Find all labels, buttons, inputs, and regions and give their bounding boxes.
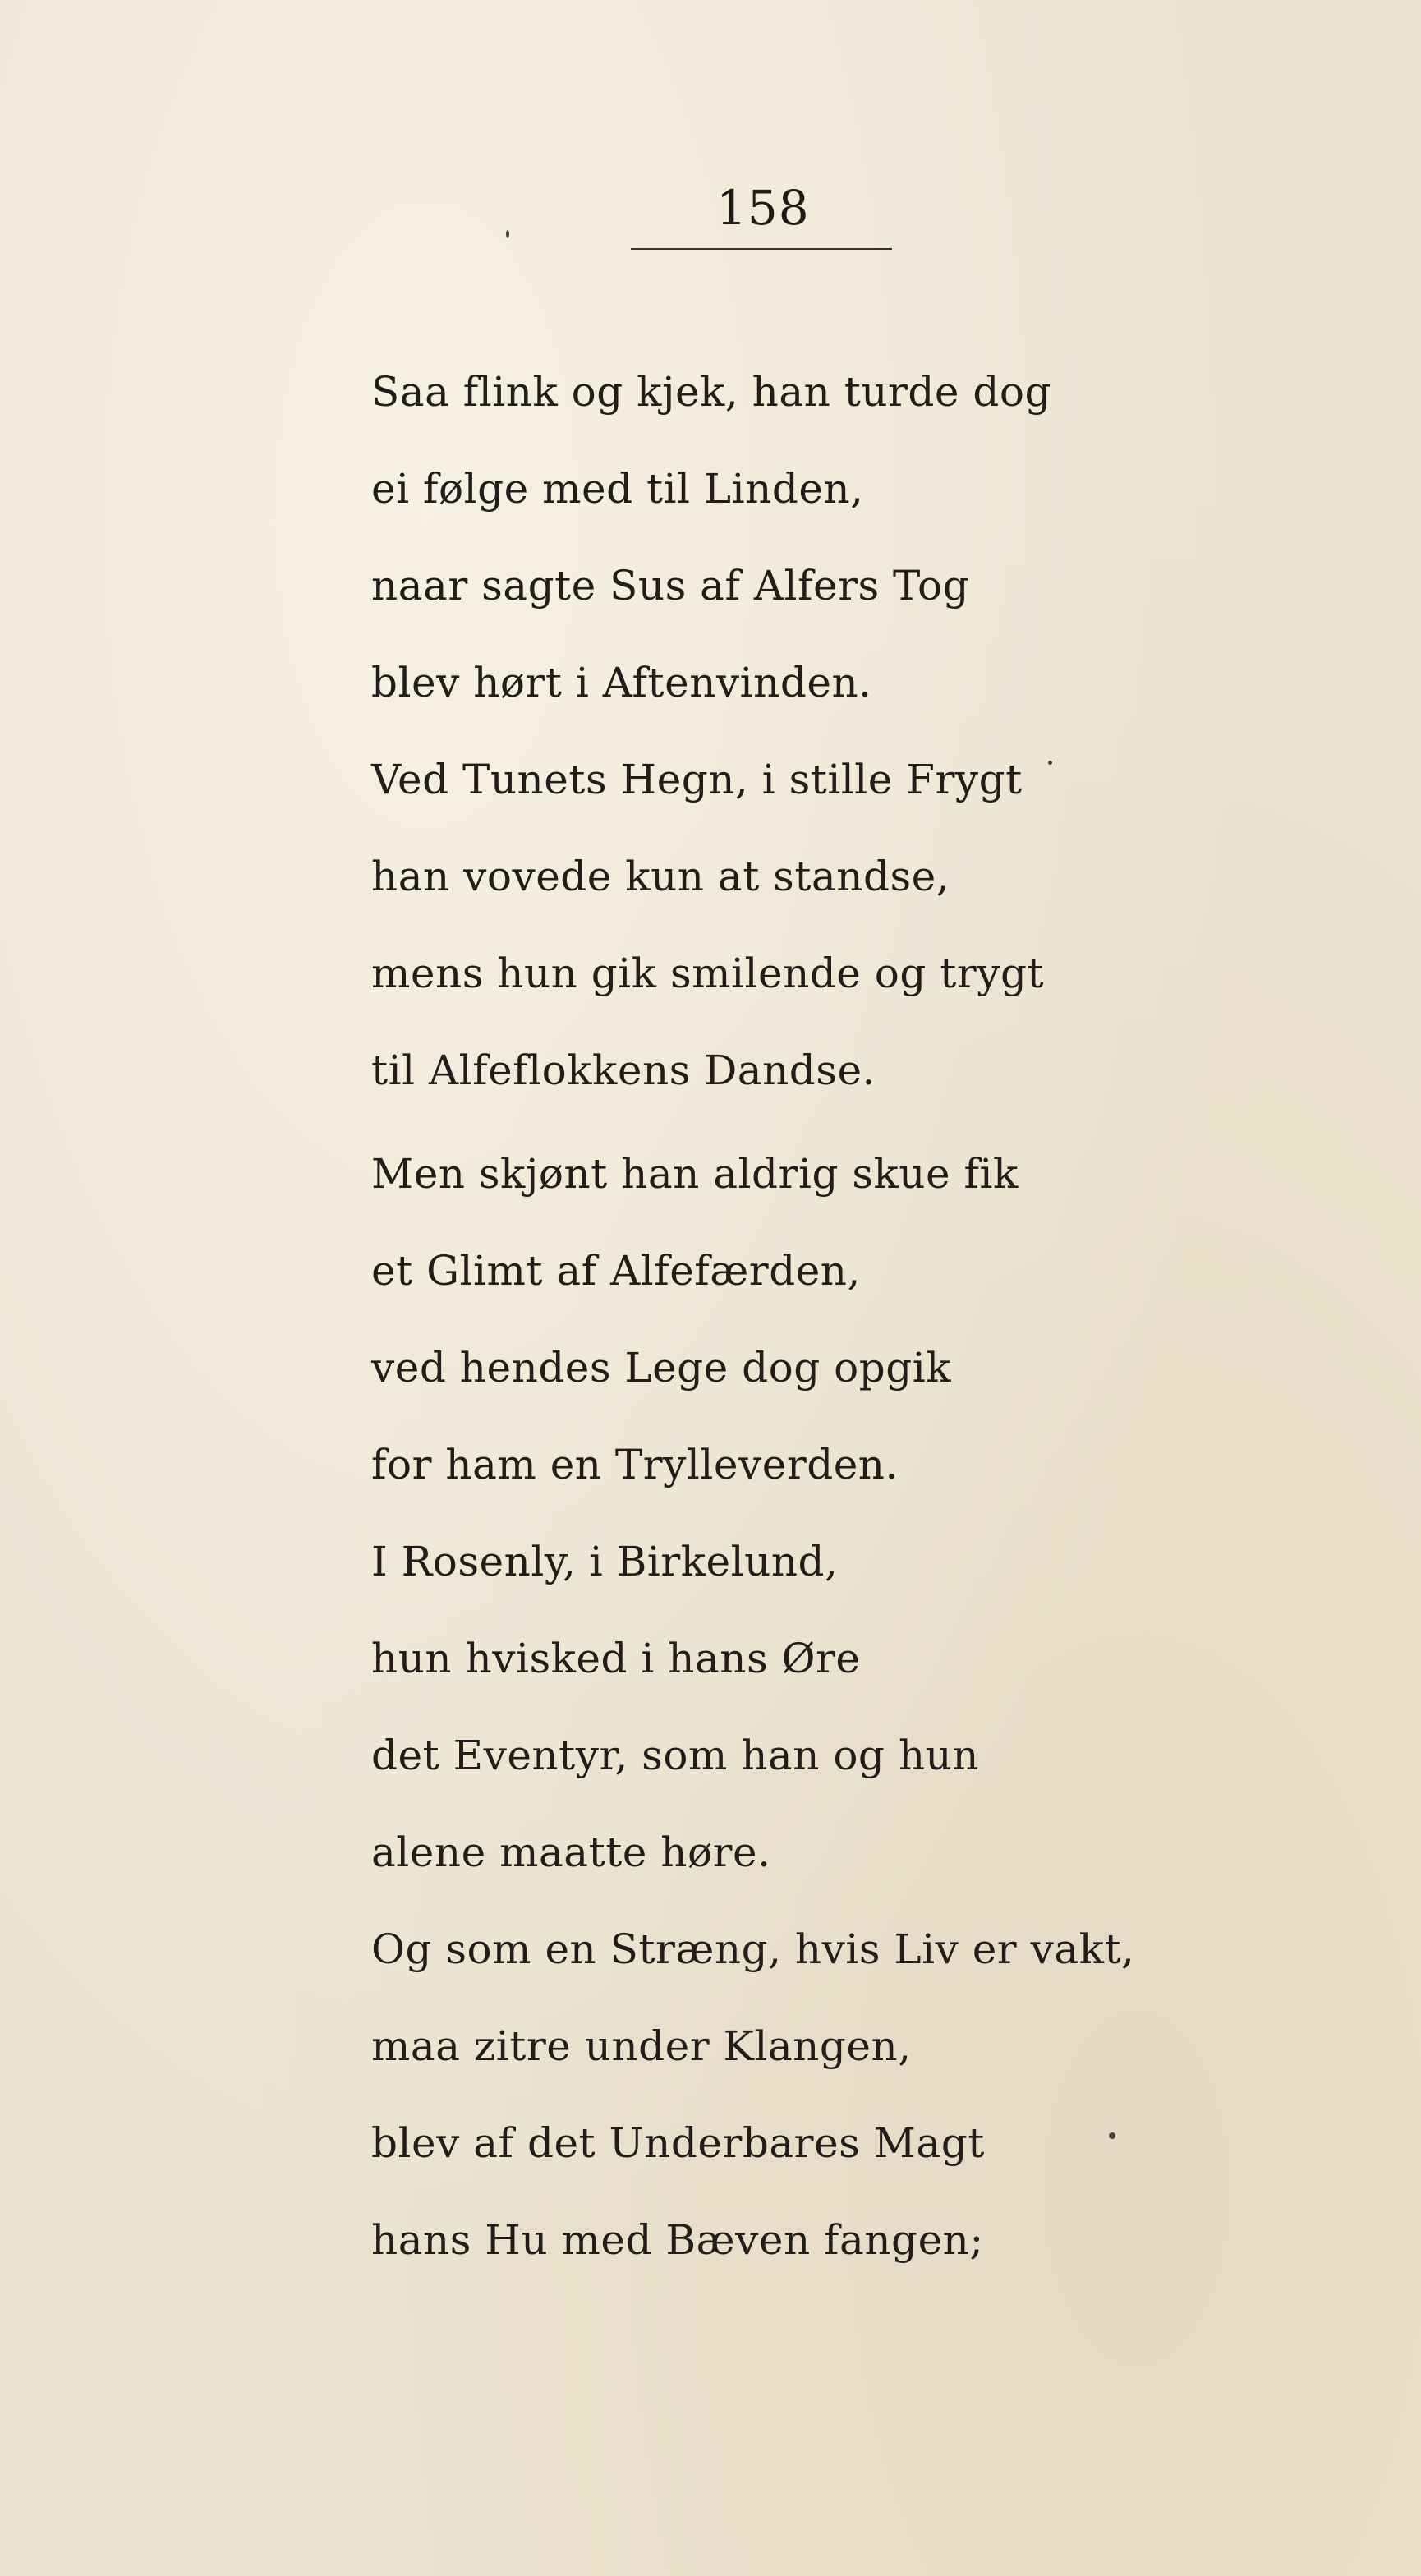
verse-line: I Rosenly, i Birkelund, — [371, 1538, 839, 1585]
ink-speck — [1048, 761, 1052, 765]
verse-line: Saa flink og kjek, han turde dog — [371, 368, 1052, 416]
verse-line: Og som en Stræng, hvis Liv er vakt, — [371, 1925, 1135, 1973]
verse-line: for ham en Trylleverden. — [371, 1441, 899, 1488]
verse-line: mens hun gik smilende og trygt — [371, 950, 1045, 997]
stanza-2 — [371, 1125, 1316, 1901]
ink-speck — [1109, 2132, 1115, 2139]
verse-line: hans Hu med Bæven fangen; — [371, 2216, 984, 2264]
verse-line: han vovede kun at standse, — [371, 853, 950, 900]
ink-speck — [506, 230, 509, 238]
verse-line: Men skjønt han aldrig skue fik — [371, 1150, 1019, 1198]
verse-line: ei følge med til Linden, — [371, 465, 864, 513]
verse-line: det Eventyr, som han og hun — [371, 1732, 979, 1779]
verse-line: hun hvisked i hans Øre — [371, 1635, 861, 1682]
verse-line: Ved Tunets Hegn, i stille Frygt — [371, 756, 1023, 803]
header-rule — [631, 248, 892, 250]
verse-line: maa zitre under Klangen, — [371, 2022, 912, 2070]
verse-line: naar sagte Sus af Alfers Tog — [371, 562, 970, 610]
stanza-1 — [371, 343, 1316, 1119]
verse-line: blev hørt i Aftenvinden. — [371, 659, 872, 706]
verse-line: blev af det Underbares Magt — [371, 2119, 985, 2167]
verse-line: et Glimt af Alfefærden, — [371, 1247, 861, 1295]
stanza-3 — [371, 1901, 1316, 2288]
page-number: 158 — [716, 180, 810, 236]
verse-line: alene maatte høre. — [371, 1828, 771, 1876]
verse-line: til Alfeflokkens Dandse. — [371, 1046, 876, 1094]
verse-line: ved hendes Lege dog opgik — [371, 1344, 952, 1392]
